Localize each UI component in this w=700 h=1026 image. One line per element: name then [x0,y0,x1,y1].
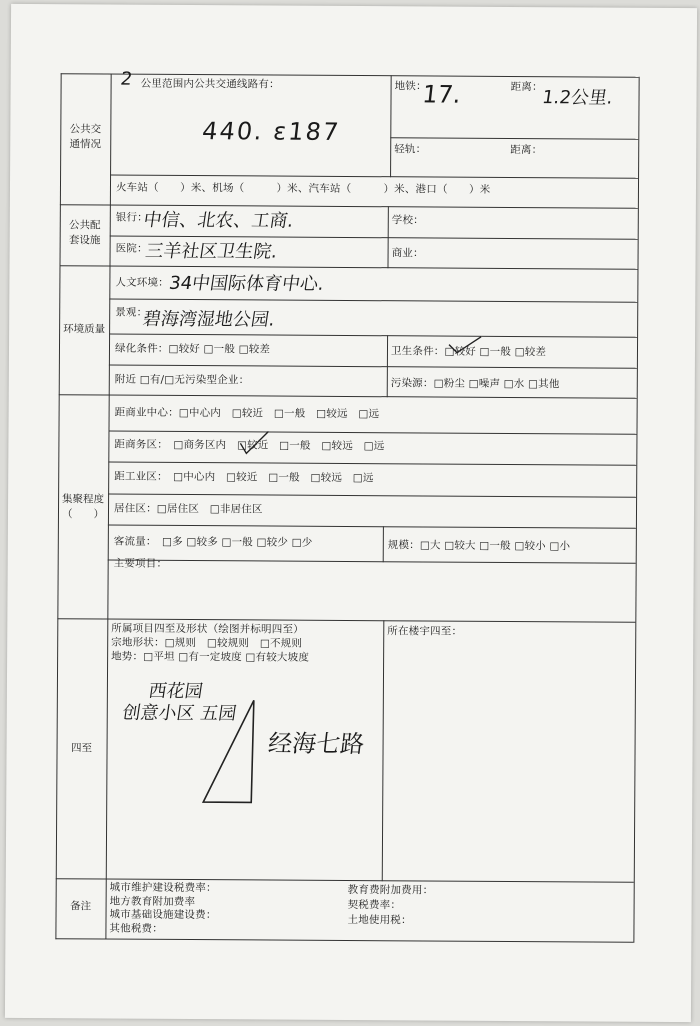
category-transport: 公共交通情况 [69,123,102,151]
note-line: 教育费附加费用： [347,883,434,897]
scenery-value-handwritten: 碧海湾湿地公园. [141,308,277,331]
notes-left [109,882,216,937]
sketch-north-handwritten: 西花园 [147,680,205,703]
light-rail-label: 轻轨： [394,143,427,156]
culture-label: 人文环境： [115,276,169,289]
note-line: 城市维护建设税费率： [109,881,217,895]
rule [109,365,637,369]
bank-value-handwritten: 中信、北农、工商. [142,209,295,232]
category-facilities: 公共配套设施 [68,219,101,247]
metro-distance-label: 距离： [510,80,543,94]
rule [390,75,392,177]
scale-line: 规模：□大 □较大 □一般 □较小 □小 [387,539,571,553]
rule [387,206,388,268]
metro-distance-handwritten: 1.2公里. [540,87,615,109]
note-line: 其他税费： [109,922,163,935]
rule [383,526,384,562]
boundary-desc-3: 地势：□平坦 □有一定坡度 □有较大坡度 [111,650,310,664]
school-label: 学校： [391,214,424,227]
parcel-sketch [193,694,264,809]
note-line: 契税费率： [347,898,402,912]
rule [108,494,636,498]
pollution-line: 污染源：□粉尘 □噪声 □水 □其他 [390,377,560,391]
category-boundaries: 四至 [71,742,93,755]
sketch-east-handwritten: 经海七路 [266,729,366,759]
rule [109,299,637,303]
metro-value-handwritten: 17. [420,80,463,109]
rule [109,334,637,338]
residence-line: 居住区：□居住区 □非居住区 [113,502,263,516]
category-agglomeration: 集聚程度 （ ） [61,493,105,521]
parcel-outline [203,700,254,802]
sketch-west-handwritten: 创意小区 五园 [121,702,238,725]
note-line: 地方教育附加费率 [109,895,196,908]
rule [108,525,636,529]
stations-line: 火车站（ ）米、机场（ ）米、汽车站（ ）米、港口（ ）米 [115,181,491,196]
category-notes: 备注 [70,900,92,913]
rule [110,175,638,179]
rule [108,431,636,435]
nearby-line: 附近 □有/□无污染型企业： [114,373,250,387]
rule [59,265,637,270]
rule [55,938,633,943]
category-environment: 环境质量 [63,323,106,336]
rule [59,394,637,399]
sanitation-check-mark [445,333,485,357]
bank-label: 银行： [115,211,148,224]
cbd-line: 距商业中心：□中心内 □较近 □一般 □较远 □远 [114,406,380,421]
metro-label: 地铁： [394,80,427,93]
note-line: 城市基础设施建设费： [109,908,217,922]
hospital-value-handwritten: 三羊社区卫生院. [143,240,279,263]
rule [390,137,638,140]
building-label: 所在楼宇四至： [387,625,463,638]
lines-km-handwritten: 2 [119,68,134,90]
rule [108,560,636,564]
projects-label: 主要项目： [113,557,168,570]
lines-value-handwritten: 440. ε187 [200,117,342,146]
commerce-label: 商业： [391,247,424,260]
rule [633,77,639,943]
lines-label: 公里范围内公共交通线路有： [140,77,280,91]
note-line: 土地使用税： [347,913,412,927]
commerce-check-mark [236,429,276,457]
scenery-label: 景观： [115,306,148,319]
rule [108,462,636,466]
industry-line: 距工业区： □中心内 □较近 □一般 □较远 □远 [114,470,374,485]
light-rail-distance-label: 距离： [510,143,543,157]
commerce-district-line: 距商务区： □商务区内 □较近 □一般 □较远 □远 [114,438,385,453]
boundary-desc-2: 宗地形状：□规则 □较规则 □不规则 [111,636,303,650]
traffic-line: 客流量： □多 □较多 □一般 □较少 □少 [113,535,313,549]
greening-line: 绿化条件：□较好 □一般 □较差 [114,342,271,356]
hospital-label: 医院： [115,242,148,255]
sanitation-line: 卫生条件：□较好 □一般 □较差 [390,345,547,359]
notes-right [347,883,433,929]
rule [387,335,388,397]
boundary-desc-1: 所属项目四至及形状（绘图并标明四至） [111,622,304,636]
culture-value-handwritten: 34中国际体育中心. [167,272,326,295]
rule [382,620,385,881]
